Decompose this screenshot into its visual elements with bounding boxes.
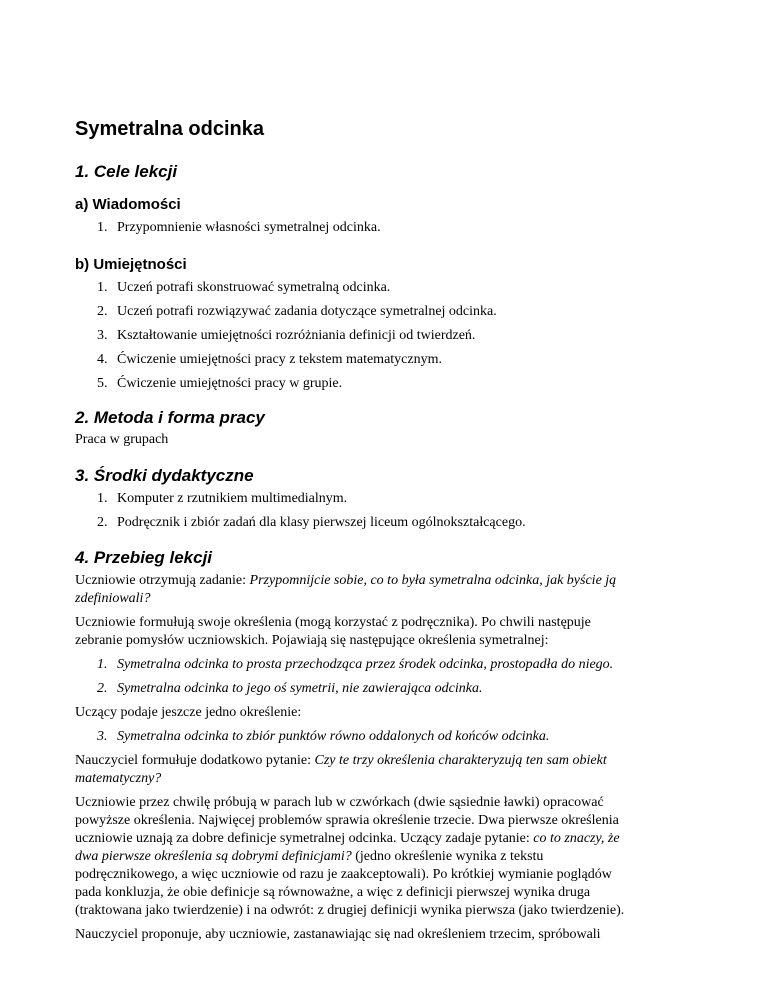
- paragraph-question-line-2: matematyczny?: [75, 771, 162, 786]
- paragraph-line: podręcznikowego, a więc uczniowie od razu je zaakceptowali). Po krótkiej wymianie poglądów: [75, 867, 612, 882]
- paragraph-line: Uczniowie formułują swoje określenia (mogą korzystać z podręcznika). Po chwili następuje: [75, 615, 591, 630]
- paragraph-line: zebranie pomysłów uczniowskich. Pojawiają się następujące określenia symetralnej:: [75, 633, 549, 648]
- paragraph-line: dwa pierwsze określenia są dobrymi definicjami? (jedno określenie wynika z tekstu: [75, 849, 544, 864]
- subsection-b-heading: b) Umiejętności: [75, 256, 187, 273]
- subsection-a-heading: a) Wiadomości: [75, 196, 181, 213]
- list-item: 5. Ćwiczenie umiejętności pracy w grupie.: [97, 376, 343, 391]
- list-item: 1. Uczeń potrafi skonstruować symetralną odcinka.: [97, 280, 391, 295]
- list-item: 2. Podręcznik i zbiór zadań dla klasy pierwszej liceum ogólnokształcącego.: [97, 515, 526, 530]
- paragraph-task-line-2: zdefiniowali?: [75, 591, 151, 606]
- paragraph-line: pada konkluzja, że obie definicje są równoważne, a więc z definicji pierwszej wynika druga: [75, 885, 591, 900]
- list-item: 2. Uczeń potrafi rozwiązywać zadania dotyczące symetralnej odcinka.: [97, 304, 497, 319]
- paragraph-line: Nauczyciel proponuje, aby uczniowie, zastanawiając się nad określeniem trzecim, spróbowali: [75, 927, 601, 942]
- section-4-heading: 4. Przebieg lekcji: [75, 548, 213, 567]
- list-item: 1. Komputer z rzutnikiem multimedialnym.: [97, 491, 348, 506]
- section-1-heading: 1. Cele lekcji: [75, 162, 178, 181]
- section-2-heading: 2. Metoda i forma pracy: [75, 408, 265, 427]
- paragraph-line: uczniowie uznają za dobre definicje symetralnej odcinka. Uczący zadaje pytanie: co to znaczy, że: [75, 831, 620, 846]
- section-3-heading: 3. Środki dydaktyczne: [75, 466, 254, 485]
- definition-item: 2. Symetralna odcinka to jego oś symetrii, nie zawierająca odcinka.: [97, 681, 483, 696]
- list-item: 3. Kształtowanie umiejętności rozróżniania definicji od twierdzeń.: [97, 328, 476, 343]
- paragraph-line: Uczący podaje jeszcze jedno określenie:: [75, 705, 302, 720]
- page-title: Symetralna odcinka: [75, 118, 264, 140]
- definition-item: 3. Symetralna odcinka to zbiór punktów równo oddalonych od końców odcinka.: [97, 729, 550, 744]
- definition-item: 1. Symetralna odcinka to prosta przechodząca przez środek odcinka, prostopadła do niego.: [97, 657, 614, 672]
- paragraph-line: (traktowana jako twierdzenie) i na odwrót: z drugiej definicji wynika pierwsza (jako twierdzenie).: [75, 903, 625, 918]
- list-item: 4. Ćwiczenie umiejętności pracy z tekstem matematycznym.: [97, 352, 442, 367]
- paragraph-task-line-1: Uczniowie otrzymują zadanie: Przypomnijcie sobie, co to była symetralna odcinka, jak byście ją: [75, 573, 617, 588]
- list-item: 1. Przypomnienie własności symetralnej odcinka.: [97, 220, 381, 235]
- paragraph-line: Uczniowie przez chwilę próbują w parach lub w czwórkach (dwie sąsiednie ławki) opracować: [75, 795, 604, 810]
- section-2-text: Praca w grupach: [75, 432, 169, 447]
- paragraph-question-line-1: Nauczyciel formułuje dodatkowo pytanie: Czy te trzy określenia charakteryzują ten sam obiekt: [75, 753, 607, 768]
- paragraph-line: powyższe określenia. Najwięcej problemów sprawia określenie trzecie. Dwa pierwsze określenia: [75, 813, 619, 828]
